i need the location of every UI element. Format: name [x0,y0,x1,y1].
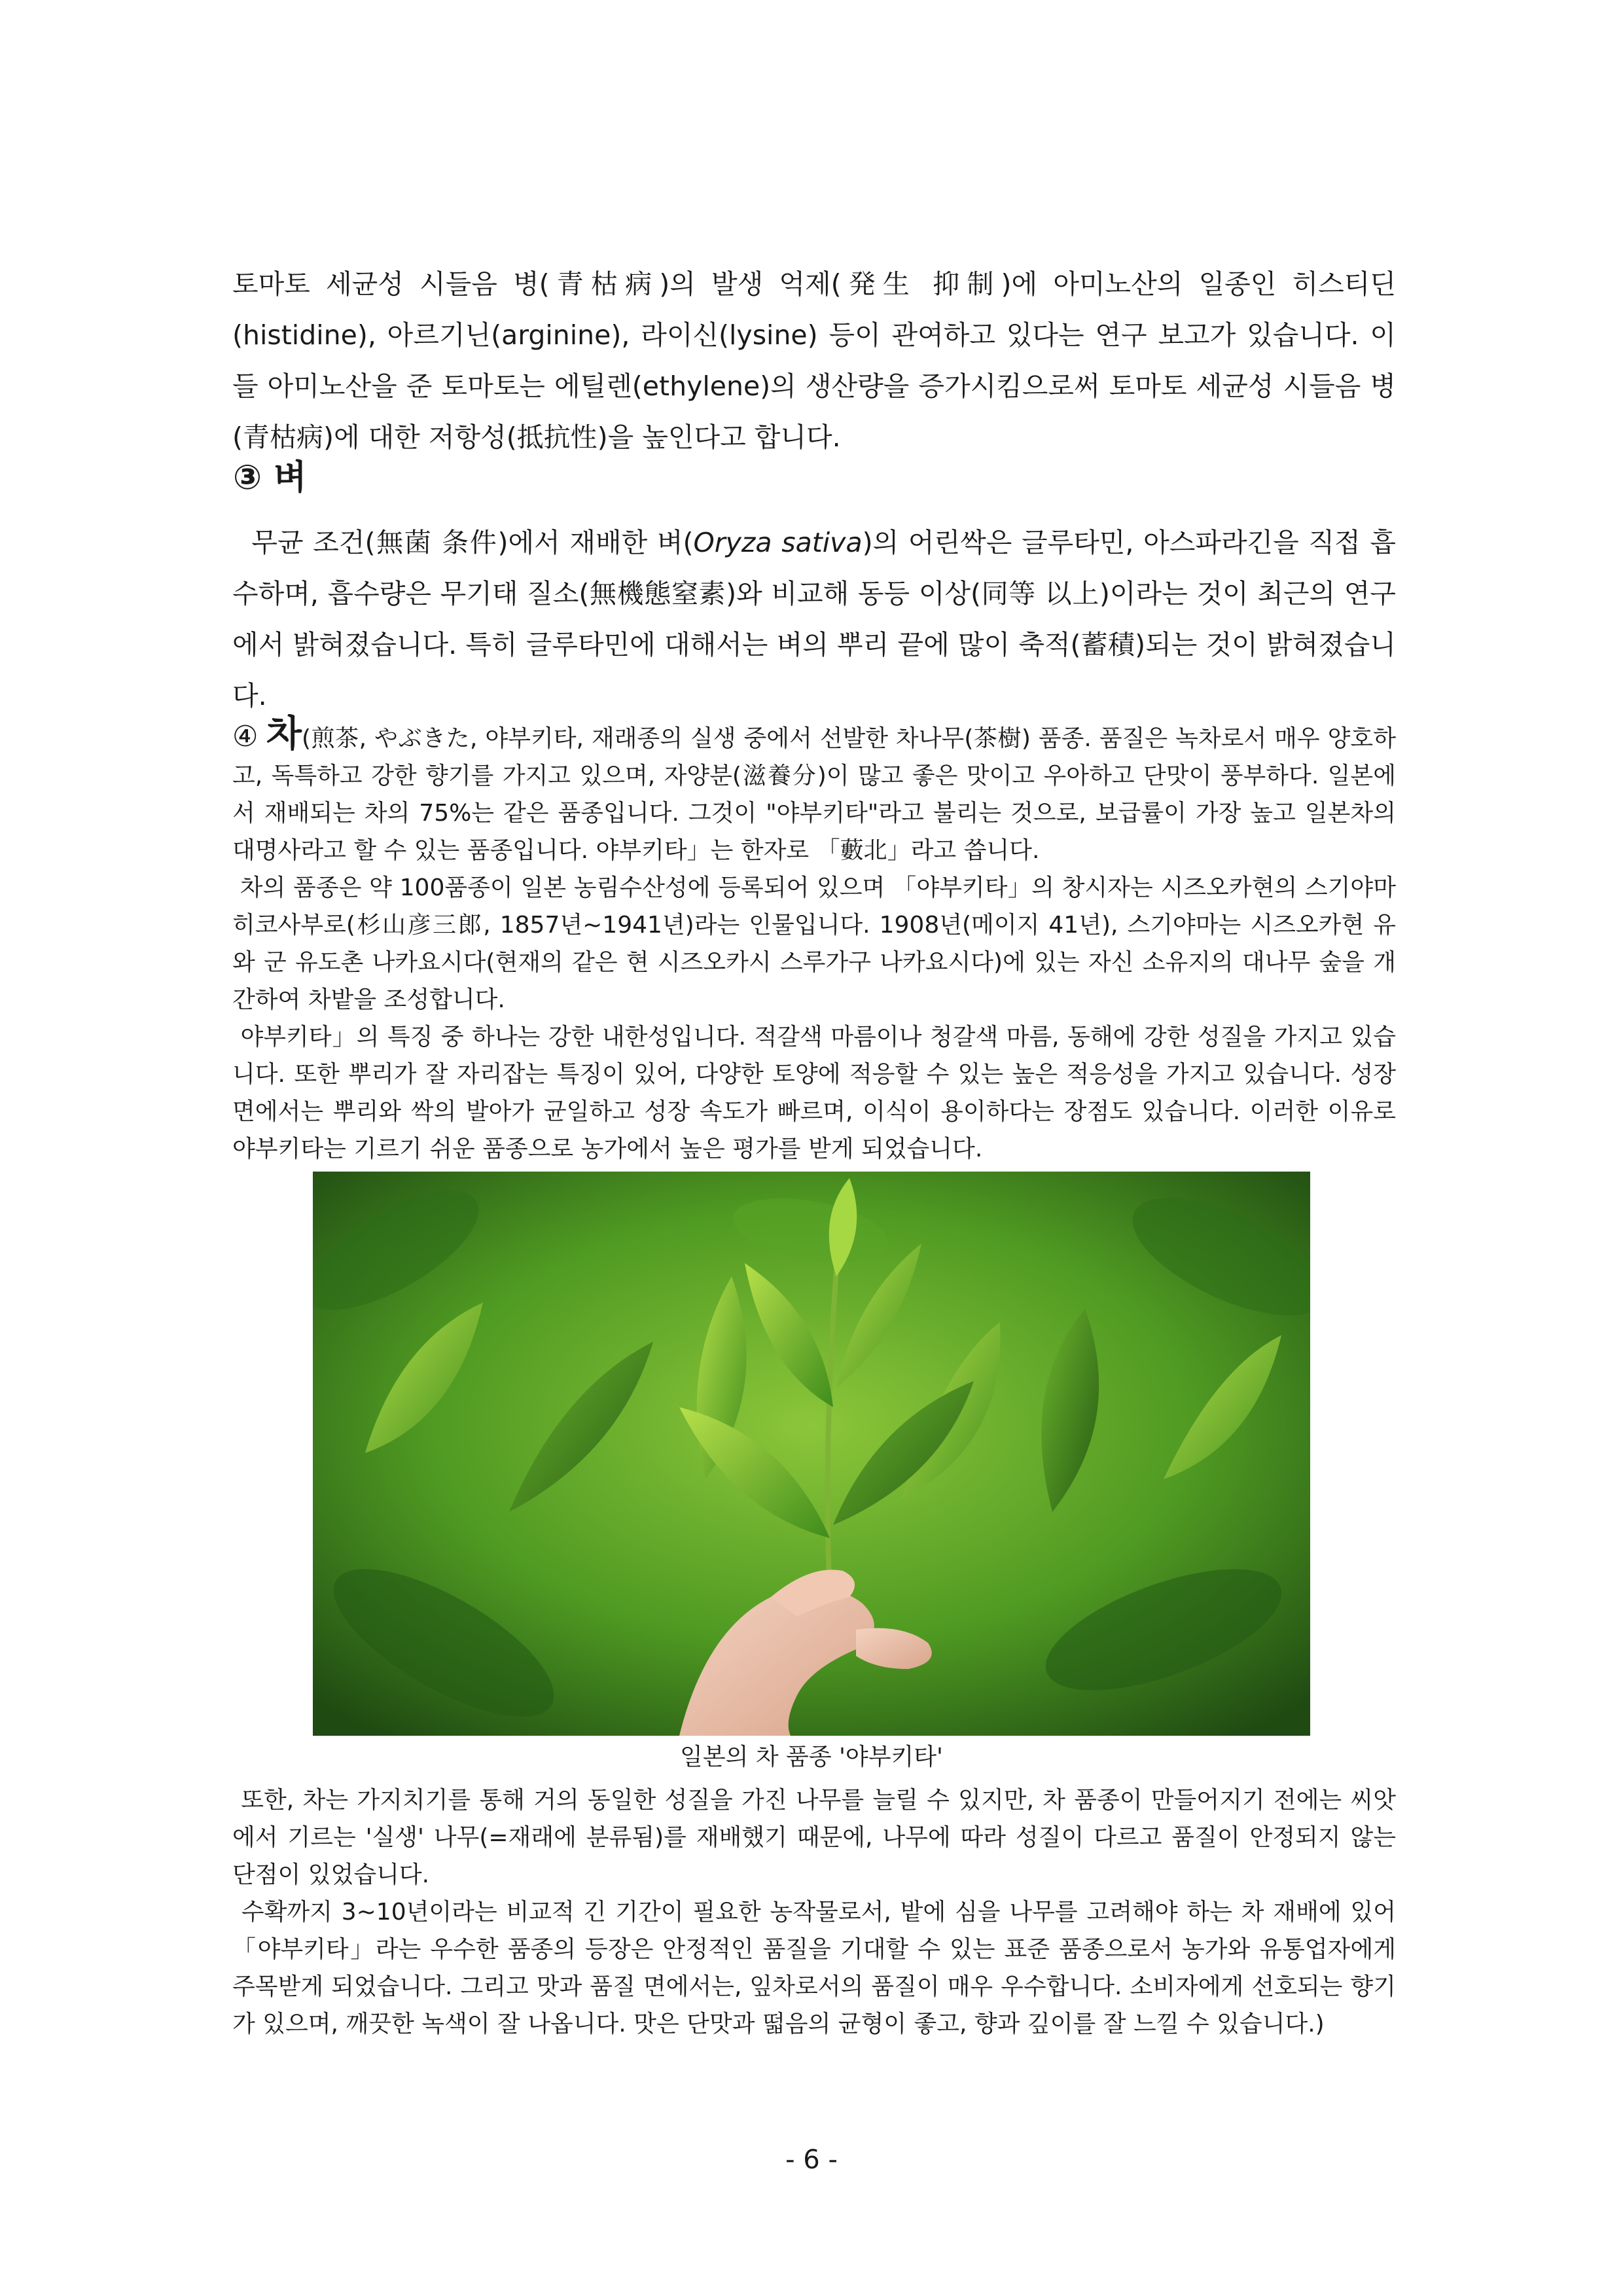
tea-paragraph-4 [232,1782,1396,1893]
section-tea [232,715,1396,1168]
tea-paragraph-2 [232,869,1396,1018]
tea-paragraph-2-text: 차의 품종은 약 100품종이 일본 농림수산성에 등록되어 있으며 「야부키타」의 창시자는 시즈오카현의 스기야마 히코사부로(杉山彦三郎, 1857년~1941년)라는 인물입니다. 1908년(메이지 41년), 스기야마는 시즈오카현 유와 군 유도촌 나카요시다(현재의 같은 현 시즈오카시 스루가구 나카요시다)에 있는 자신 소유지의 대나무 숲을 개간하여 차밭을 조성합니다. [232,874,1396,1013]
paragraph-tomato [232,259,1396,463]
tea-paragraph-1 [232,715,1396,869]
tea-paragraph-4-text: 또한, 차는 가지치기를 통해 거의 동일한 성질을 가진 나무를 늘릴 수 있지만, 차 품종이 만들어지기 전에는 씨앗에서 기르는 '실생' 나무(=재래에 분류됨)를 재배했기 때문에, 나무에 따라 성질이 다르고 품질이 안정되지 않는 단점이 있었습니다. [232,1787,1396,1888]
tea-paragraph-5-text: 수확까지 3~10년이라는 비교적 긴 기간이 필요한 농작물로서, 밭에 심을 나무를 고려해야 하는 차 재배에 있어 「야부키타」라는 우수한 품종의 등장은 안정적인 품질을 기대할 수 있는 표준 품종으로서 농가와 유통업자에게 주목받게 되었습니다. 그리고 맛과 품질 면에서는, 잎차로서의 품질이 매우 우수합니다. 소비자에게 선호되는 향기가 있으며, 깨끗한 녹색이 잘 나옵니다. 맛은 단맛과 떫음의 균형이 좋고, 향과 깊이를 잘 느낄 수 있습니다.) [232,1899,1396,2037]
rice-text-a: 무균 조건(無菌 条件)에서 재배한 벼( [251,527,694,558]
tea-leaves-illustration [313,1172,1310,1736]
tea-leaves-photo [313,1172,1310,1736]
tea-paragraph-3-text: 야부키타」의 특징 중 하나는 강한 내한성입니다. 적갈색 마름이나 청갈색 마름, 동해에 강한 성질을 가지고 있습니다. 또한 뿌리가 잘 자리잡는 특징이 있어, 다양한 토양에 적응할 수 있는 높은 적응성을 가지고 있습니다. 성장 면에서는 뿌리와 싹의 발아가 균일하고 성장 속도가 빠르며, 이식이 용이하다는 장점도 있습니다. 이러한 이유로 야부키타는 기르기 쉬운 품종으로 농가에서 높은 평가를 받게 되었습니다. [232,1024,1396,1162]
figure-caption: 일본의 차 품종 '야부키타' [680,1744,943,1770]
paragraph-rice [232,517,1396,721]
rice-text-b: )의 어린싹은 글루타민, 아스파라긴을 직접 흡수하며, 흡수량은 무기태 질소(無機態窒素)와 비교해 동등 이상(同等 以上)이라는 것이 최근의 연구에서 밝혀졌습니다. 특히 글루타민에 대해서는 벼의 뿌리 끝에 많이 축적(蓄積)되는 것이 밝혀졌습니다. [232,527,1396,711]
tea-paragraph-1-text: (煎茶, やぶきた, 야부키타, 재래종의 실생 중에서 선발한 차나무(茶樹) 품종. 품질은 녹차로서 매우 양호하고, 독특하고 강한 향기를 가지고 있으며, 자양분(滋養分)이 많고 좋은 맛이고 우아하고 단맛이 풍부하다. 일본에서 재배되는 차의 75%는 같은 품종입니다. 그것이 "야부키타"라고 불리는 것으로, 보급률이 가장 높고 일본차의 대명사라고 할 수 있는 품종입니다. 야부키타」는 한자로 「藪北」라고 씁니다. [232,725,1396,864]
tea-paragraph-5 [232,1893,1396,2043]
section-number: ④ [232,720,259,753]
tea-paragraph-3 [232,1018,1396,1168]
paragraph-tomato-text: 토마토 세균성 시들음 병(青枯病)의 발생 억제(発生 抑制)에 아미노산의 일종인 히스티딘(histidine), 아르기닌(arginine), 라이신(lysine) 등이 관여하고 있다는 연구 보고가 있습니다. 이들 아미노산을 준 토마토는 에틸렌(ethylene)의 생산량을 증가시킴으로써 토마토 세균성 시들음 병(青枯病)에 대한 저항성(抵抗性)을 높인다고 합니다. [232,268,1396,453]
section-tea-continued [232,1782,1396,2043]
section-heading-rice: ③ 벼 [233,458,307,497]
rice-latin-name: Oryza sativa [693,527,863,558]
page-number: - 6 - [785,2145,838,2175]
section-heading-tea: 차 [266,713,302,755]
